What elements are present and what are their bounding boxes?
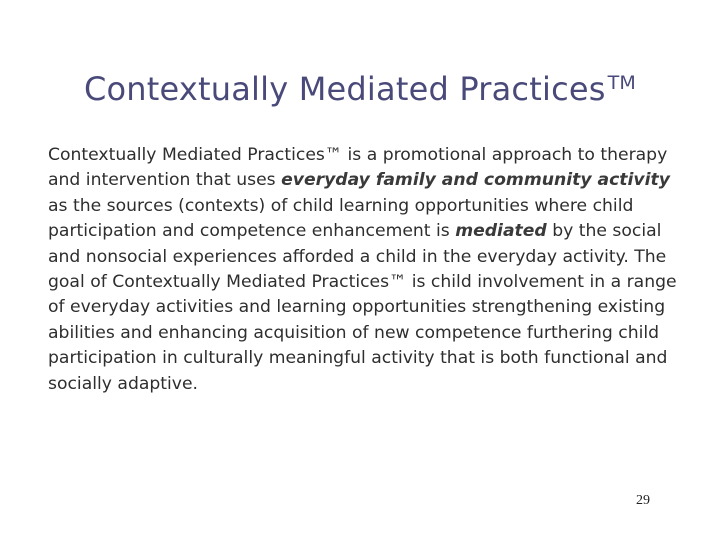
body-paragraph (48, 143, 688, 397)
body-text-segment: as the sources (contexts) of child learning opportunities where child participation and competence enhancement is (48, 195, 634, 242)
slide-title (0, 70, 720, 108)
page-number: 29 (636, 493, 650, 508)
emphasis-everyday-activity: everyday family and community activity (281, 170, 670, 191)
slide-title-text: Contextually Mediated Practices (83, 70, 606, 108)
body-text-segment: by the social and nonsocial experiences afforded a child in the everyday activity. The goal of Contextually Mediated Practices™ is child involvement in a range of everyday activities and learning opportunities strengthening existing abilities and enhancing acquisition of new competence furthering child participation in culturally meaningful activity that is both functional and socially adaptive. (48, 221, 677, 394)
emphasis-mediated: mediated (455, 221, 547, 242)
trademark-superscript: TM (607, 72, 637, 94)
body-text-segment: Contextually Mediated Practices™ is a promotional approach to therapy and intervention that uses (48, 145, 668, 191)
